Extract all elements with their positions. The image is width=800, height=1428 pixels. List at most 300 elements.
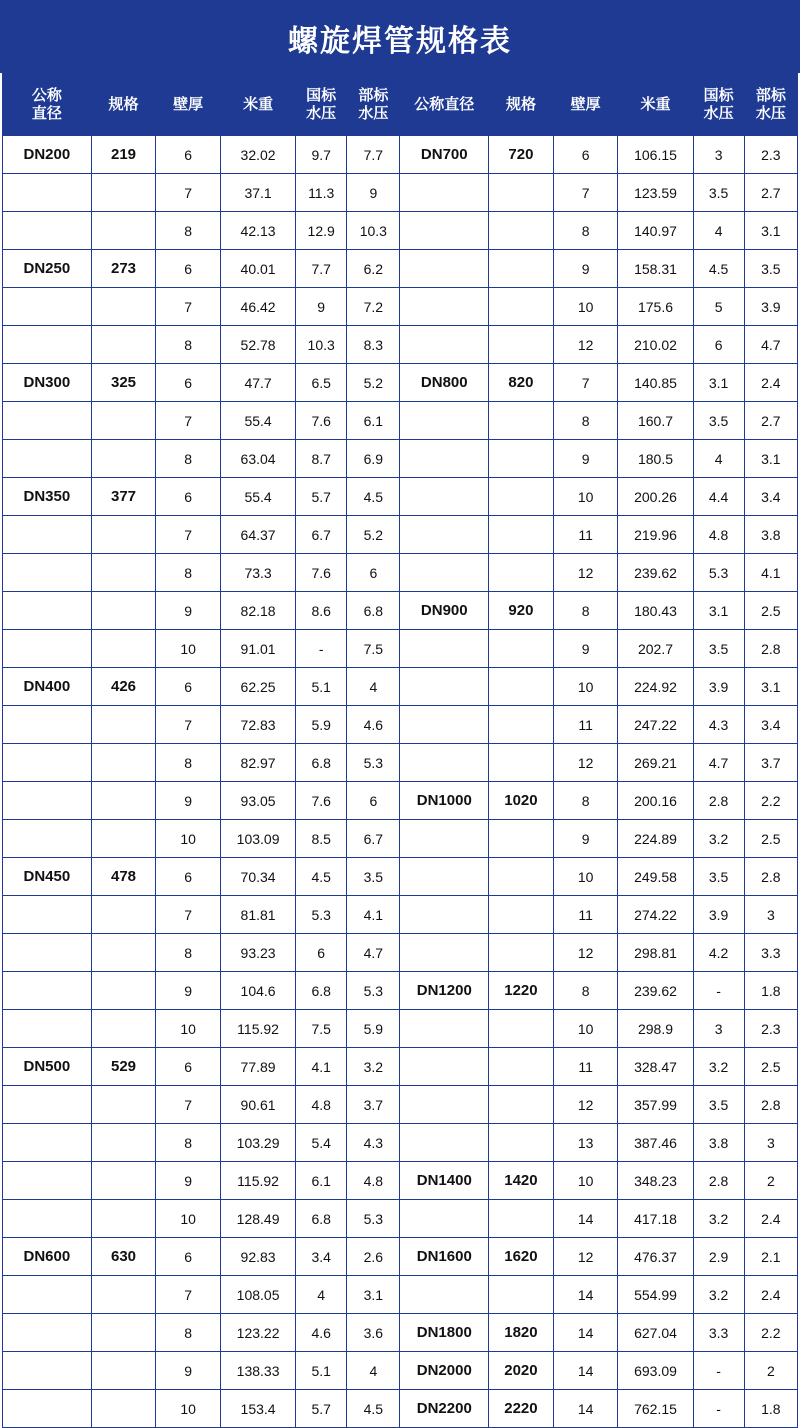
cell-dept-pressure: 4.7 (347, 934, 400, 972)
cell-dept-pressure: 2.6 (347, 1238, 400, 1276)
cell-wall-thickness: 7 (156, 288, 221, 326)
cell-nominal-diameter: DN700 (400, 136, 489, 174)
cell-wall-thickness: 14 (553, 1390, 618, 1428)
cell-nominal-diameter: DN1200 (400, 972, 489, 1010)
cell-nominal-diameter (400, 1010, 489, 1048)
cell-nominal-diameter (400, 440, 489, 478)
header-dept-pressure-left (347, 74, 400, 136)
cell-gb-pressure: 5.4 (296, 1124, 347, 1162)
cell-dept-pressure: 4.7 (744, 326, 797, 364)
cell-dept-pressure: 4.5 (347, 1390, 400, 1428)
cell-dept-pressure: 2.5 (744, 1048, 797, 1086)
cell-wall-thickness: 8 (156, 934, 221, 972)
cell-spec (91, 516, 156, 554)
cell-spec (489, 706, 554, 744)
cell-wall-thickness: 10 (553, 288, 618, 326)
cell-dept-pressure: 4 (347, 668, 400, 706)
cell-spec (91, 1314, 156, 1352)
cell-gb-pressure: 3.9 (693, 896, 744, 934)
cell-wall-thickness: 8 (553, 212, 618, 250)
cell-dept-pressure: 2.4 (744, 1200, 797, 1238)
header-wall-thickness-right: 壁厚 (553, 74, 618, 136)
cell-gb-pressure: 2.8 (693, 1162, 744, 1200)
cell-spec (91, 934, 156, 972)
cell-wall-thickness: 7 (156, 516, 221, 554)
cell-weight-per-meter: 357.99 (618, 1086, 693, 1124)
cell-weight-per-meter: 123.59 (618, 174, 693, 212)
table-row (3, 1314, 798, 1352)
cell-spec: 325 (91, 364, 156, 402)
cell-weight-per-meter: 64.37 (221, 516, 296, 554)
cell-dept-pressure: 3.3 (744, 934, 797, 972)
header-weight-left: 米重 (221, 74, 296, 136)
cell-weight-per-meter: 210.02 (618, 326, 693, 364)
cell-spec (489, 1200, 554, 1238)
table-row (3, 478, 798, 516)
cell-nominal-diameter (3, 440, 92, 478)
cell-nominal-diameter (3, 554, 92, 592)
table-row (3, 1124, 798, 1162)
cell-spec: 1620 (489, 1238, 554, 1276)
cell-nominal-diameter (400, 250, 489, 288)
cell-wall-thickness: 8 (156, 440, 221, 478)
cell-wall-thickness: 12 (553, 1086, 618, 1124)
cell-gb-pressure: 3.5 (693, 630, 744, 668)
cell-gb-pressure: 6.7 (296, 516, 347, 554)
cell-dept-pressure: 5.2 (347, 516, 400, 554)
cell-dept-pressure: 10.3 (347, 212, 400, 250)
header-nominal-diameter-left-line1: 公称 (31, 87, 62, 105)
cell-wall-thickness: 12 (553, 326, 618, 364)
cell-gb-pressure: 3.2 (693, 1200, 744, 1238)
cell-wall-thickness: 10 (156, 1200, 221, 1238)
cell-weight-per-meter: 200.16 (618, 782, 693, 820)
cell-nominal-diameter: DN2200 (400, 1390, 489, 1428)
cell-nominal-diameter (3, 782, 92, 820)
cell-weight-per-meter: 93.05 (221, 782, 296, 820)
cell-weight-per-meter: 32.02 (221, 136, 296, 174)
table-row (3, 706, 798, 744)
cell-weight-per-meter: 103.29 (221, 1124, 296, 1162)
cell-wall-thickness: 10 (553, 1010, 618, 1048)
cell-weight-per-meter: 328.47 (618, 1048, 693, 1086)
cell-gb-pressure: 6.8 (296, 972, 347, 1010)
cell-nominal-diameter (3, 592, 92, 630)
cell-wall-thickness: 6 (156, 1048, 221, 1086)
cell-wall-thickness: 11 (553, 706, 618, 744)
cell-dept-pressure: 3.4 (744, 706, 797, 744)
cell-nominal-diameter: DN200 (3, 136, 92, 174)
table-row (3, 858, 798, 896)
cell-spec (489, 478, 554, 516)
cell-dept-pressure: 3.5 (347, 858, 400, 896)
table-body (3, 136, 798, 1428)
cell-dept-pressure: 3.1 (347, 1276, 400, 1314)
cell-dept-pressure: 6.2 (347, 250, 400, 288)
table-row (3, 630, 798, 668)
cell-wall-thickness: 6 (156, 136, 221, 174)
cell-gb-pressure: 4.5 (693, 250, 744, 288)
cell-weight-per-meter: 73.3 (221, 554, 296, 592)
cell-wall-thickness: 9 (156, 592, 221, 630)
cell-wall-thickness: 10 (553, 668, 618, 706)
cell-nominal-diameter (400, 858, 489, 896)
header-row (3, 74, 798, 136)
cell-weight-per-meter: 200.26 (618, 478, 693, 516)
cell-nominal-diameter (400, 820, 489, 858)
table-row (3, 516, 798, 554)
cell-nominal-diameter (3, 402, 92, 440)
cell-spec (489, 212, 554, 250)
cell-gb-pressure: 4.7 (693, 744, 744, 782)
cell-spec: 2220 (489, 1390, 554, 1428)
cell-dept-pressure: 5.9 (347, 1010, 400, 1048)
cell-gb-pressure: - (693, 1352, 744, 1390)
cell-dept-pressure: 4.6 (347, 706, 400, 744)
cell-spec (489, 288, 554, 326)
table-row (3, 136, 798, 174)
cell-gb-pressure: 7.7 (296, 250, 347, 288)
cell-weight-per-meter: 239.62 (618, 554, 693, 592)
cell-gb-pressure: 5.3 (693, 554, 744, 592)
cell-nominal-diameter: DN450 (3, 858, 92, 896)
cell-gb-pressure: 5.1 (296, 668, 347, 706)
cell-gb-pressure: 3.5 (693, 858, 744, 896)
cell-nominal-diameter (400, 1124, 489, 1162)
cell-weight-per-meter: 92.83 (221, 1238, 296, 1276)
cell-weight-per-meter: 77.89 (221, 1048, 296, 1086)
cell-wall-thickness: 10 (156, 630, 221, 668)
cell-nominal-diameter (3, 934, 92, 972)
cell-nominal-diameter (3, 1010, 92, 1048)
cell-spec: 478 (91, 858, 156, 896)
cell-spec (91, 896, 156, 934)
cell-wall-thickness: 6 (156, 364, 221, 402)
cell-weight-per-meter: 274.22 (618, 896, 693, 934)
cell-wall-thickness: 10 (156, 1390, 221, 1428)
cell-gb-pressure: 4.8 (296, 1086, 347, 1124)
cell-weight-per-meter: 140.97 (618, 212, 693, 250)
cell-dept-pressure: 6.1 (347, 402, 400, 440)
cell-spec: 426 (91, 668, 156, 706)
cell-nominal-diameter: DN300 (3, 364, 92, 402)
cell-weight-per-meter: 693.09 (618, 1352, 693, 1390)
cell-gb-pressure: 7.5 (296, 1010, 347, 1048)
cell-nominal-diameter (3, 1352, 92, 1390)
cell-dept-pressure: 5.3 (347, 1200, 400, 1238)
cell-spec: 273 (91, 250, 156, 288)
cell-wall-thickness: 6 (156, 478, 221, 516)
cell-wall-thickness: 8 (553, 782, 618, 820)
cell-gb-pressure: 8.7 (296, 440, 347, 478)
cell-nominal-diameter (400, 1086, 489, 1124)
cell-gb-pressure: 7.6 (296, 402, 347, 440)
cell-spec (91, 782, 156, 820)
cell-gb-pressure: - (296, 630, 347, 668)
cell-nominal-diameter (400, 630, 489, 668)
cell-wall-thickness: 9 (156, 1162, 221, 1200)
cell-weight-per-meter: 91.01 (221, 630, 296, 668)
table-row (3, 1390, 798, 1428)
cell-gb-pressure: 4 (693, 440, 744, 478)
cell-wall-thickness: 7 (156, 174, 221, 212)
cell-gb-pressure: 8.5 (296, 820, 347, 858)
cell-gb-pressure: 4.2 (693, 934, 744, 972)
cell-dept-pressure: 2.5 (744, 592, 797, 630)
cell-dept-pressure: 6.8 (347, 592, 400, 630)
cell-weight-per-meter: 72.83 (221, 706, 296, 744)
table-row (3, 288, 798, 326)
table-row (3, 782, 798, 820)
cell-weight-per-meter: 158.31 (618, 250, 693, 288)
table-row (3, 668, 798, 706)
cell-gb-pressure: 3 (693, 1010, 744, 1048)
cell-gb-pressure: 5.7 (296, 1390, 347, 1428)
cell-nominal-diameter (400, 1276, 489, 1314)
table-row (3, 1010, 798, 1048)
cell-wall-thickness: 12 (553, 744, 618, 782)
cell-spec (91, 1276, 156, 1314)
cell-dept-pressure: 6 (347, 782, 400, 820)
cell-gb-pressure: 3.1 (693, 364, 744, 402)
cell-gb-pressure: 5.3 (296, 896, 347, 934)
cell-spec: 1220 (489, 972, 554, 1010)
cell-gb-pressure: 6.5 (296, 364, 347, 402)
cell-spec (489, 554, 554, 592)
cell-wall-thickness: 6 (553, 136, 618, 174)
cell-spec: 820 (489, 364, 554, 402)
cell-spec (489, 858, 554, 896)
cell-weight-per-meter: 138.33 (221, 1352, 296, 1390)
cell-dept-pressure: 3.6 (347, 1314, 400, 1352)
cell-weight-per-meter: 55.4 (221, 402, 296, 440)
table-row (3, 820, 798, 858)
cell-nominal-diameter: DN1600 (400, 1238, 489, 1276)
cell-nominal-diameter: DN1800 (400, 1314, 489, 1352)
cell-dept-pressure: 2.2 (744, 782, 797, 820)
cell-wall-thickness: 12 (553, 1238, 618, 1276)
cell-gb-pressure: 4.1 (296, 1048, 347, 1086)
cell-gb-pressure: 7.6 (296, 782, 347, 820)
table-row (3, 896, 798, 934)
cell-dept-pressure: 7.2 (347, 288, 400, 326)
cell-dept-pressure: 3.5 (744, 250, 797, 288)
cell-wall-thickness: 8 (553, 592, 618, 630)
cell-spec (489, 1124, 554, 1162)
cell-weight-per-meter: 46.42 (221, 288, 296, 326)
header-gb-pressure-right-line2: 水压 (703, 104, 734, 122)
cell-gb-pressure: 6 (693, 326, 744, 364)
cell-gb-pressure: 5 (693, 288, 744, 326)
cell-spec (91, 744, 156, 782)
cell-nominal-diameter (3, 174, 92, 212)
cell-wall-thickness: 14 (553, 1352, 618, 1390)
cell-spec (91, 1162, 156, 1200)
cell-spec (489, 630, 554, 668)
cell-spec (91, 288, 156, 326)
cell-spec (91, 1124, 156, 1162)
cell-nominal-diameter (3, 706, 92, 744)
cell-dept-pressure: 6 (347, 554, 400, 592)
cell-dept-pressure: 2.8 (744, 630, 797, 668)
cell-weight-per-meter: 70.34 (221, 858, 296, 896)
cell-nominal-diameter: DN600 (3, 1238, 92, 1276)
header-gb-pressure-left-line1: 国标 (306, 87, 337, 105)
cell-wall-thickness: 6 (156, 1238, 221, 1276)
cell-spec (489, 250, 554, 288)
cell-spec (91, 706, 156, 744)
cell-spec (91, 592, 156, 630)
cell-nominal-diameter (400, 212, 489, 250)
table-row (3, 212, 798, 250)
cell-wall-thickness: 10 (156, 820, 221, 858)
cell-nominal-diameter (3, 896, 92, 934)
cell-weight-per-meter: 104.6 (221, 972, 296, 1010)
cell-wall-thickness: 9 (553, 820, 618, 858)
cell-gb-pressure: 4.4 (693, 478, 744, 516)
cell-gb-pressure: 3.9 (693, 668, 744, 706)
cell-wall-thickness: 14 (553, 1200, 618, 1238)
cell-dept-pressure: 4.3 (347, 1124, 400, 1162)
cell-spec (489, 402, 554, 440)
cell-weight-per-meter: 90.61 (221, 1086, 296, 1124)
cell-nominal-diameter (400, 1200, 489, 1238)
table-row (3, 250, 798, 288)
header-wall-thickness-left: 壁厚 (156, 74, 221, 136)
cell-dept-pressure: 2.7 (744, 402, 797, 440)
cell-wall-thickness: 9 (553, 630, 618, 668)
cell-dept-pressure: 4 (347, 1352, 400, 1390)
cell-gb-pressure: 4 (693, 212, 744, 250)
table-row (3, 934, 798, 972)
cell-nominal-diameter (3, 326, 92, 364)
cell-wall-thickness: 6 (156, 668, 221, 706)
cell-wall-thickness: 10 (156, 1010, 221, 1048)
header-dept-pressure-left-line1: 部标 (358, 87, 389, 105)
cell-dept-pressure: 3.7 (347, 1086, 400, 1124)
cell-wall-thickness: 9 (553, 250, 618, 288)
cell-weight-per-meter: 387.46 (618, 1124, 693, 1162)
cell-weight-per-meter: 153.4 (221, 1390, 296, 1428)
cell-nominal-diameter (3, 1390, 92, 1428)
cell-dept-pressure: 3.1 (744, 668, 797, 706)
cell-gb-pressure: 4.6 (296, 1314, 347, 1352)
cell-gb-pressure: 6.8 (296, 1200, 347, 1238)
cell-spec (489, 1276, 554, 1314)
header-nominal-diameter-left-line2: 直径 (31, 104, 62, 122)
cell-nominal-diameter (400, 934, 489, 972)
cell-wall-thickness: 8 (156, 1124, 221, 1162)
cell-gb-pressure: 4.8 (693, 516, 744, 554)
cell-wall-thickness: 8 (553, 972, 618, 1010)
cell-wall-thickness: 7 (156, 706, 221, 744)
table-row (3, 1276, 798, 1314)
cell-spec: 219 (91, 136, 156, 174)
cell-wall-thickness: 9 (156, 782, 221, 820)
cell-gb-pressure: 2.8 (693, 782, 744, 820)
cell-wall-thickness: 7 (156, 402, 221, 440)
cell-wall-thickness: 10 (553, 478, 618, 516)
header-spec-right: 规格 (489, 74, 554, 136)
cell-dept-pressure: 2.8 (744, 1086, 797, 1124)
cell-nominal-diameter (3, 1124, 92, 1162)
cell-spec (91, 820, 156, 858)
cell-spec (489, 174, 554, 212)
cell-dept-pressure: 3.1 (744, 212, 797, 250)
cell-nominal-diameter: DN1400 (400, 1162, 489, 1200)
cell-spec (489, 516, 554, 554)
cell-spec (91, 554, 156, 592)
cell-gb-pressure: 3.5 (693, 174, 744, 212)
table-row (3, 744, 798, 782)
cell-weight-per-meter: 298.81 (618, 934, 693, 972)
cell-dept-pressure: 5.3 (347, 744, 400, 782)
cell-wall-thickness: 9 (553, 440, 618, 478)
cell-weight-per-meter: 219.96 (618, 516, 693, 554)
cell-gb-pressure: 5.7 (296, 478, 347, 516)
cell-spec: 2020 (489, 1352, 554, 1390)
cell-dept-pressure: 3 (744, 896, 797, 934)
cell-weight-per-meter: 298.9 (618, 1010, 693, 1048)
cell-weight-per-meter: 239.62 (618, 972, 693, 1010)
cell-weight-per-meter: 40.01 (221, 250, 296, 288)
cell-gb-pressure: 3.2 (693, 1048, 744, 1086)
cell-nominal-diameter (3, 820, 92, 858)
cell-dept-pressure: 4.1 (347, 896, 400, 934)
cell-nominal-diameter (400, 896, 489, 934)
cell-weight-per-meter: 417.18 (618, 1200, 693, 1238)
table-row (3, 1162, 798, 1200)
cell-spec (91, 402, 156, 440)
cell-nominal-diameter (400, 668, 489, 706)
cell-dept-pressure: 2.5 (744, 820, 797, 858)
cell-dept-pressure: 6.9 (347, 440, 400, 478)
header-spec-left: 规格 (91, 74, 156, 136)
cell-wall-thickness: 8 (156, 326, 221, 364)
cell-spec (489, 440, 554, 478)
cell-weight-per-meter: 103.09 (221, 820, 296, 858)
cell-spec (489, 744, 554, 782)
cell-wall-thickness: 10 (553, 858, 618, 896)
cell-wall-thickness: 8 (156, 212, 221, 250)
header-dept-pressure-right-line2: 水压 (755, 104, 786, 122)
cell-wall-thickness: 7 (156, 1276, 221, 1314)
cell-weight-per-meter: 249.58 (618, 858, 693, 896)
cell-nominal-diameter (400, 554, 489, 592)
cell-dept-pressure: 2.8 (744, 858, 797, 896)
cell-dept-pressure: 2 (744, 1352, 797, 1390)
cell-spec: 920 (489, 592, 554, 630)
cell-wall-thickness: 14 (553, 1314, 618, 1352)
cell-spec: 630 (91, 1238, 156, 1276)
cell-spec (91, 1352, 156, 1390)
header-dept-pressure-right (744, 74, 797, 136)
cell-gb-pressure: 8.6 (296, 592, 347, 630)
cell-dept-pressure: 2.3 (744, 1010, 797, 1048)
cell-dept-pressure: 5.3 (347, 972, 400, 1010)
cell-gb-pressure: 3.3 (693, 1314, 744, 1352)
table-row (3, 972, 798, 1010)
cell-gb-pressure: 3.5 (693, 1086, 744, 1124)
cell-nominal-diameter (400, 1048, 489, 1086)
cell-nominal-diameter: DN900 (400, 592, 489, 630)
cell-wall-thickness: 11 (553, 896, 618, 934)
cell-gb-pressure: - (693, 972, 744, 1010)
cell-dept-pressure: 5.2 (347, 364, 400, 402)
cell-spec (91, 1010, 156, 1048)
cell-dept-pressure: 3.2 (347, 1048, 400, 1086)
cell-gb-pressure: 4.3 (693, 706, 744, 744)
